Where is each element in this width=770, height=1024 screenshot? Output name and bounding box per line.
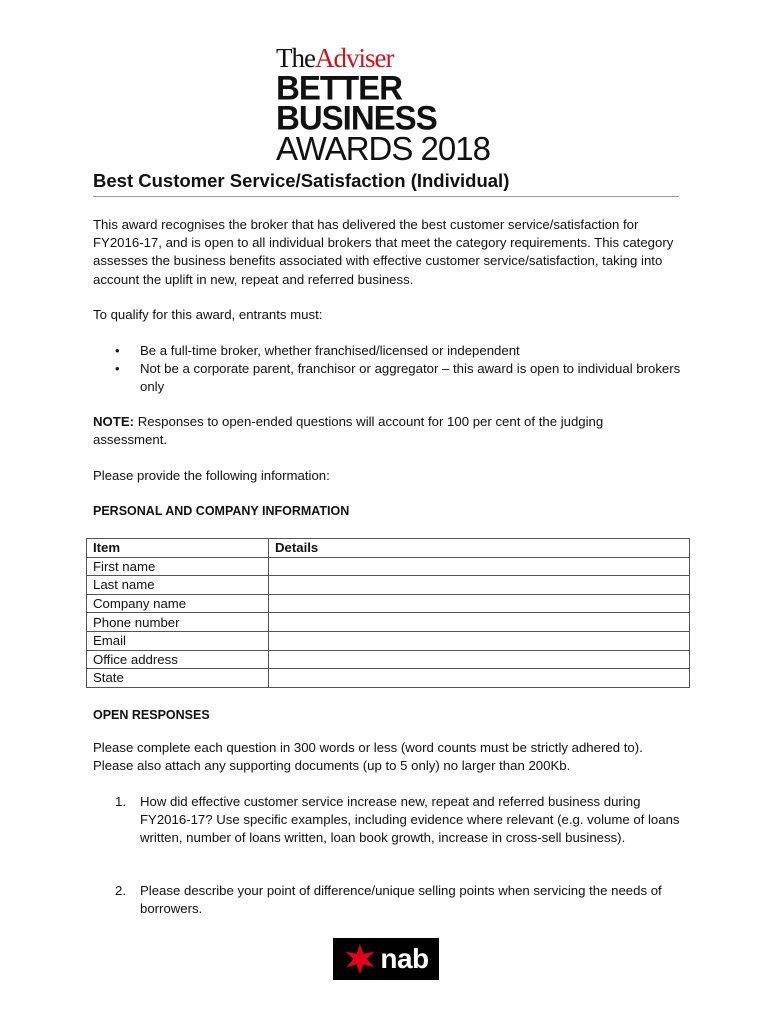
table-row xyxy=(87,576,690,595)
list-item xyxy=(93,882,683,918)
sponsor-logo xyxy=(333,938,439,980)
details-cell[interactable] xyxy=(269,576,690,595)
details-cell[interactable] xyxy=(269,631,690,650)
logo-better: BETTER xyxy=(276,67,402,107)
table-row xyxy=(87,669,690,688)
logo-awards-year: AWARDS 2018 xyxy=(276,130,490,167)
table-row xyxy=(87,594,690,613)
row-label: First name xyxy=(87,557,269,576)
table-header-item: Item xyxy=(87,539,269,558)
table-row xyxy=(87,613,690,632)
row-label: Company name xyxy=(87,594,269,613)
list-item xyxy=(93,342,693,360)
row-label: State xyxy=(87,669,269,688)
intro-paragraph: This award recognises the broker that has delivered the best customer service/satisfaction for FY2016-17, and is open to all individual brokers that meet the category requirements. This category assesses the business benefits associated with effective customer service/satisfaction, taking into account the uplift in new, repeat and referred business. xyxy=(93,217,674,287)
qualify-text: To qualify for this award, entrants must: xyxy=(93,307,323,322)
logo-adviser: Adviser xyxy=(314,43,394,73)
details-cell[interactable] xyxy=(269,613,690,632)
table-header-row xyxy=(87,539,690,558)
star-shape xyxy=(346,944,375,975)
bullet-icon: • xyxy=(115,343,120,358)
details-cell[interactable] xyxy=(269,669,690,688)
note-paragraph xyxy=(93,413,663,449)
table-row xyxy=(87,557,690,576)
section-heading-personal: PERSONAL AND COMPANY INFORMATION xyxy=(93,504,350,518)
personal-info-table xyxy=(86,538,690,688)
details-cell[interactable] xyxy=(269,650,690,669)
question-text: Please describe your point of difference/unique selling points when servicing the needs of borrowers. xyxy=(140,883,662,917)
row-label: Office address xyxy=(87,650,269,669)
nab-star-icon xyxy=(343,942,377,976)
question-number: 1. xyxy=(115,794,126,809)
note-text: Responses to open-ended questions will account for 100 per cent of the judging assessment. xyxy=(93,414,604,448)
section-heading-open: OPEN RESPONSES xyxy=(93,708,210,722)
sponsor-wordmark: nab xyxy=(380,943,429,974)
table-row xyxy=(87,631,690,650)
title-divider xyxy=(93,196,679,197)
list-item xyxy=(93,793,683,848)
question-text: How did effective customer service increase new, repeat and referred business during FY2016-17? Use specific examples, including evidence where relevant (e.g. volume of loans written, number of loans written, loan book growth, increase in cross-sell business). xyxy=(140,794,680,846)
details-cell[interactable] xyxy=(269,557,690,576)
bullet-icon: • xyxy=(115,361,120,377)
list-item xyxy=(93,360,693,396)
questions-list xyxy=(93,793,683,848)
requirements-list xyxy=(93,342,693,397)
awards-logo xyxy=(276,44,506,166)
question-number: 2. xyxy=(115,883,126,898)
bullet-text: Not be a corporate parent, franchisor or aggregator – this award is open to individual brokers only xyxy=(140,361,681,395)
row-label: Phone number xyxy=(87,613,269,632)
questions-list-2 xyxy=(93,882,683,918)
provide-text: Please provide the following information: xyxy=(93,468,330,483)
row-label: Last name xyxy=(87,576,269,595)
row-label: Email xyxy=(87,631,269,650)
open-intro-paragraph: Please complete each question in 300 words or less (word counts must be strictly adhered to). Please also attach any supporting documents (up to 5 only) no larger than 200Kb. xyxy=(93,740,643,774)
bullet-text: Be a full-time broker, whether franchised/licensed or independent xyxy=(140,343,520,358)
table-header-details: Details xyxy=(269,539,690,558)
page-title: Best Customer Service/Satisfaction (Individual) xyxy=(93,170,510,191)
details-cell[interactable] xyxy=(269,594,690,613)
table-row xyxy=(87,650,690,669)
logo-business: BUSINESS xyxy=(276,97,437,137)
note-label: NOTE: xyxy=(93,414,135,429)
logo-the: The xyxy=(276,43,315,73)
